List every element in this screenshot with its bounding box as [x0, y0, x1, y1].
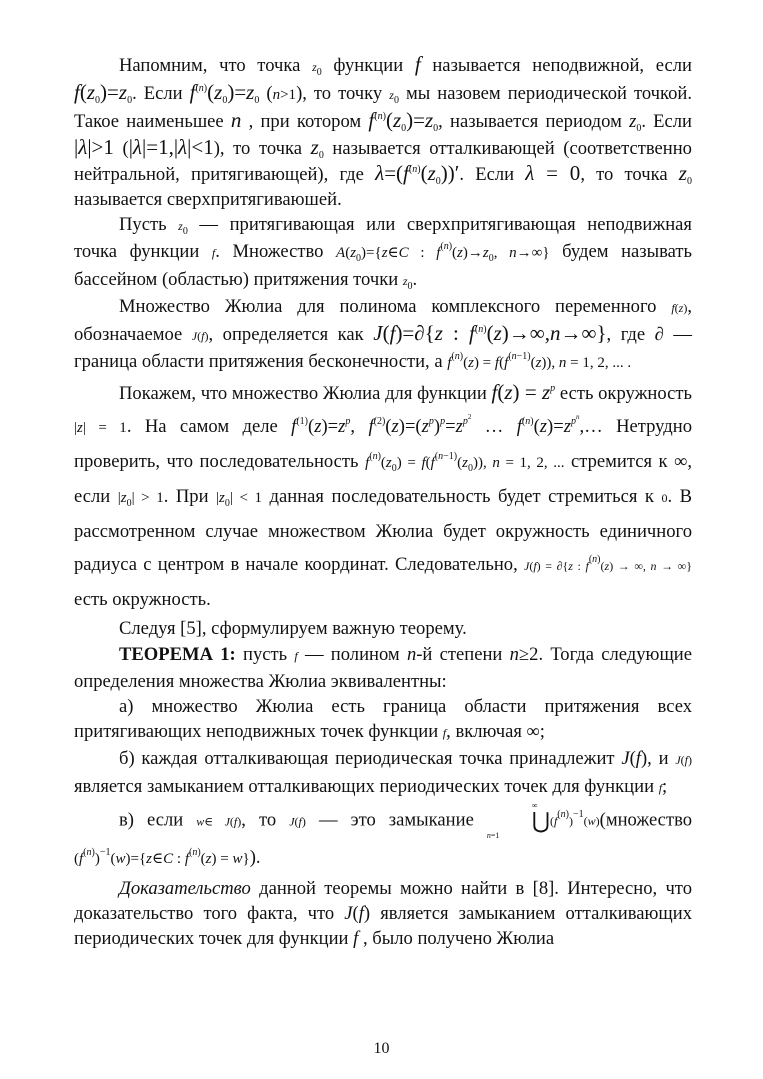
theorem-item-b: б) каждая отталкивающая периодическая точка принадлежит J(f), и J(f) является замыканием отталкивающих периодических точек для функции f;	[74, 748, 693, 797]
page-body	[74, 52, 692, 951]
theorem-1: ТЕОРЕМА 1: пусть f — полином n-й степени n≥2. Тогда следующие определения множества Жюлиа эквивалентны:	[74, 643, 692, 692]
paragraph-following: Следуя [5], сформулируем важную теорему.	[119, 618, 467, 640]
paragraph-basin: Пусть $z_0$ — притягивающая или сверхпритягивающая неподвижная точка функции f. Множество $A(z_0)=\{z\in C$ : $f^{(n)}(z)\to z_0$, n→∞} будем называть бассейном (областью) притяжения точки $z_0$.	[74, 214, 693, 292]
paragraph-example: Покажем, что множество Жюлиа для функции $f(z) = z^p$ есть окружность |z| = 1. На самом деле $f^{(1)}(z)=z^p$, $f^{(2)}(z)=(z^p)^p=z^{p^2}$ … $f^{(n)}(z)=z^{p^n},\dots$ Нетрудно проверить, что последовательность $f^{(n)}(z_0) = f(f^{(n-1)}(z_0))$, n = 1, 2, ... стремится к ∞, если $|z_0| > 1$. При $|z_0| < 1$ данная последовательность будет стремиться к 0. В рассмотренном случае множеством Жюлиа будет окружность единичного радиуса с центром в начале координат. Следовательно, J(f) = ∂{z : $f^{(n)}(z)$ → ∞, n → ∞} есть окружность.	[74, 380, 693, 611]
paragraph-periodic-points: Напомним, что точка $z_0$ функции f называется неподвижной, если $f(z_0)=z_0$. Если $f^{(n)}(z_0)=z_0$ (n>1), то точку $z_0$ мы назовем периодической точкой. Такое наименьшее n , при котором $f^{(n)}(z_0)=z_0$, называется периодом $z_0$. Если |λ|>1 (|λ|=1,|λ|<1), то точка $z_0$ называется отталкивающей (соответственно нейтральной, притягивающей), где $\lambda=(f^{(n)}(z_0))'$. Если λ = 0, то точка $z_0$ называется сверхпритягиваюшей.	[74, 52, 693, 211]
paragraph-julia-definition: Множество Жюлиа для полинома комплексного переменного f(z), обозначаемое J(f), определяется как J(f)=∂{z : $f^{(n)}(z)\to\infty,n\to\infty$}, где ∂ — граница области притяжения бесконечности, а $f^{(n)}(z) = f(f^{(n-1)}(z))$, n = 1, 2, ... .	[74, 295, 692, 373]
theorem-item-c: в) если w∈ J(f), то J(f) — это замыкание ∞ ⋃ $n=1(f^{(n)})^{-1}(w)(множество$ $(f^{(n)})^{-1}(w)=\{z\in C$ : $f^{(n)}(z) = w$}).	[74, 800, 693, 868]
page-number: 10	[373, 1040, 390, 1057]
paragraph-proof: Доказательство данной теоремы можно найти в [8]. Интересно, что доказательство того факта, что J(f) является замыканием отталкивающих периодических точек для функции f , было получено Жюлиа	[74, 877, 692, 950]
theorem-item-a: а) множество Жюлиа есть граница области притяжения всех притягивающих неподвижных точек функции f, включая ∞;	[74, 696, 692, 743]
